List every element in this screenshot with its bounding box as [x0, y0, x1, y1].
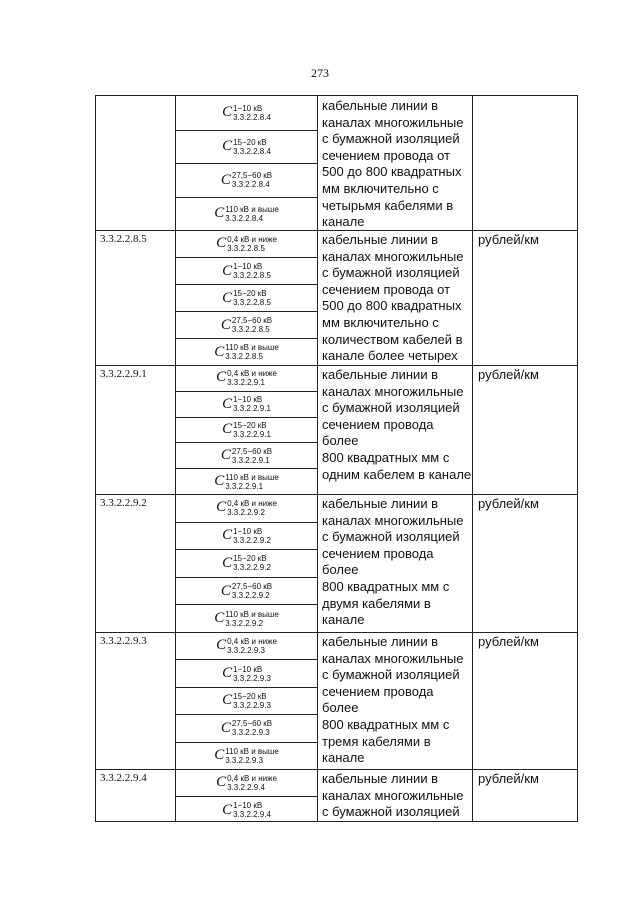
symbol-letter: C [214, 473, 225, 490]
symbol-letter: C [216, 774, 227, 790]
symbol-index [233, 104, 271, 122]
symbol-index [233, 554, 271, 572]
symbol-index [233, 692, 271, 710]
code-subscript: 3.3.2.2.9.3 [227, 645, 265, 655]
description-line: канале [322, 612, 365, 628]
code-subscript: 3.3.2.2.8.4 [233, 146, 271, 156]
tariff-symbol-cell [176, 391, 317, 417]
voltage-superscript: 1−10 кВ [233, 664, 263, 674]
tariff-symbol-cell [176, 687, 317, 714]
symbol-index [233, 395, 271, 413]
description-line: 500 до 800 квадратных [322, 164, 462, 180]
row-code: 3.3.2.2.9.2 [100, 497, 147, 509]
description-line: с бумажной изоляцией [322, 804, 460, 820]
tariff-symbol-cell [176, 604, 317, 632]
column-divider-unit [472, 96, 473, 821]
symbol-letter: C [222, 692, 233, 709]
tariff-symbol [176, 164, 317, 197]
page-number: 273 [311, 66, 329, 80]
symbol-index [227, 369, 277, 387]
description-line: сечением провода от [322, 281, 451, 297]
description-line: каналах многожильные [322, 248, 464, 264]
description-line: канале более четырех [322, 348, 458, 364]
symbol-index [232, 316, 272, 334]
symbol-letter: C [214, 343, 225, 360]
symbol-index [232, 171, 272, 189]
row-code: 3.3.2.2.9.4 [100, 772, 147, 784]
voltage-superscript: 15−20 кВ [233, 554, 267, 564]
symbol-index [225, 610, 279, 628]
voltage-superscript: 27,5−60 кВ [231, 582, 273, 592]
voltage-superscript: 1−10 кВ [233, 262, 263, 271]
symbol-index [232, 447, 272, 465]
tariff-symbol [176, 688, 317, 714]
description-line: каналах многожильные [322, 114, 464, 130]
description-line: сечением провода более [322, 545, 434, 578]
voltage-superscript: 1−10 кВ [233, 103, 263, 113]
symbol-letter: C [214, 205, 225, 222]
tariff-symbol [176, 230, 317, 257]
tariff-symbol [176, 443, 317, 468]
description-line: 800 квадратных мм с [322, 449, 450, 465]
tariff-symbol [176, 550, 317, 577]
voltage-superscript: 110 кВ и выше [225, 204, 279, 214]
symbol-letter: C [220, 582, 231, 599]
code-subscript: 3.3.2.2.9.1 [233, 429, 271, 439]
tariff-symbol-cell [176, 796, 317, 823]
tariff-symbol-cell [176, 311, 317, 338]
tariff-symbol-cell [176, 338, 317, 365]
tariff-symbol [176, 198, 317, 231]
code-subscript: 3.3.2.2.8.5 [231, 325, 270, 334]
description-line: с бумажной изоляцией [322, 529, 460, 545]
row-description [322, 771, 472, 821]
code-subscript: 3.3.2.2.9.2 [233, 563, 271, 573]
voltage-superscript: 27,5−60 кВ [231, 446, 273, 456]
symbol-index [227, 637, 277, 655]
code-subscript: 3.3.2.2.9.2 [231, 591, 270, 601]
row-unit: рублей/км [478, 367, 539, 382]
tariff-symbol-cell [176, 365, 317, 391]
description-line: кабельные линии в [322, 771, 439, 786]
row-description [322, 634, 472, 767]
voltage-superscript: 15−20 кВ [233, 289, 267, 298]
tariff-symbol [176, 494, 317, 522]
tariff-symbol-cell [176, 549, 317, 577]
voltage-superscript: 1−10 кВ [233, 395, 263, 405]
code-subscript: 3.3.2.2.9.2 [227, 507, 265, 517]
row-divider [96, 632, 577, 633]
symbol-index [227, 499, 277, 517]
voltage-superscript: 110 кВ и выше [225, 472, 279, 482]
tariff-symbol-cell [176, 197, 317, 231]
row-unit: рублей/км [478, 634, 539, 649]
symbol-letter: C [216, 369, 227, 386]
row-description [322, 98, 472, 231]
symbol-letter: C [216, 235, 227, 251]
voltage-superscript: 27,5−60 кВ [231, 316, 273, 325]
voltage-superscript: 110 кВ и выше [225, 609, 279, 619]
voltage-superscript: 15−20 кВ [233, 691, 267, 701]
tariff-symbol [176, 365, 317, 391]
description-line: 500 до 800 квадратных [322, 298, 462, 314]
description-line: мм включительно с [322, 314, 439, 330]
voltage-superscript: 0,4 кВ и ниже [227, 773, 277, 783]
description-line: кабельные линии в [322, 232, 439, 247]
tariff-symbol [176, 469, 317, 494]
voltage-superscript: 27,5−60 кВ [231, 171, 273, 181]
description-line: каналах многожильные [322, 512, 464, 528]
tariff-symbol [176, 312, 317, 338]
symbol-letter: C [222, 527, 233, 544]
symbol-letter: C [214, 610, 225, 627]
symbol-letter: C [216, 637, 227, 654]
tariff-symbol [176, 743, 317, 769]
symbol-letter: C [220, 447, 231, 464]
tariff-symbol-cell [176, 769, 317, 796]
symbol-index [225, 343, 279, 361]
row-unit: рублей/км [478, 771, 539, 786]
symbol-letter: C [222, 801, 233, 818]
tariff-symbol-cell [176, 522, 317, 550]
code-subscript: 3.3.2.2.9.4 [233, 810, 271, 819]
symbol-index [225, 205, 279, 223]
voltage-superscript: 110 кВ и выше [225, 343, 279, 352]
symbol-index [227, 235, 277, 253]
symbol-index [225, 473, 279, 491]
code-subscript: 3.3.2.2.9.1 [227, 377, 265, 387]
voltage-superscript: 1−10 кВ [233, 801, 263, 810]
tariff-symbol-cell [176, 163, 317, 197]
description-line: количеством кабелей в [322, 331, 463, 347]
tariff-symbol-cell [176, 284, 317, 311]
tariff-symbol-cell [176, 714, 317, 741]
row-code: 3.3.2.2.9.1 [100, 368, 147, 380]
tariff-symbol [176, 418, 317, 443]
code-subscript: 3.3.2.2.9.1 [231, 455, 270, 465]
symbol-index [233, 138, 271, 156]
symbol-letter: C [222, 665, 233, 682]
tariff-symbol-cell [176, 96, 317, 130]
code-subscript: 3.3.2.2.8.5 [225, 352, 264, 361]
symbol-letter: C [220, 171, 231, 188]
description-line: тремя кабелями в [322, 733, 431, 749]
tariff-symbol-cell [176, 577, 317, 605]
symbol-letter: C [222, 262, 233, 279]
row-divider [96, 494, 577, 495]
symbol-letter: C [220, 316, 231, 333]
voltage-superscript: 0,4 кВ и ниже [227, 498, 277, 508]
row-code: 3.3.2.2.9.3 [100, 635, 147, 647]
voltage-superscript: 0,4 кВ и ниже [227, 234, 277, 244]
row-description [322, 367, 472, 483]
symbol-index [233, 527, 271, 545]
code-subscript: 3.3.2.2.9.3 [225, 755, 264, 765]
tariff-symbol [176, 769, 317, 796]
symbol-letter: C [216, 499, 227, 516]
description-line: каналах многожильные [322, 383, 464, 399]
symbol-letter: C [222, 289, 233, 306]
code-subscript: 3.3.2.2.9.1 [233, 404, 271, 414]
description-line: сечением провода от [322, 147, 451, 163]
description-line: с бумажной изоляцией [322, 667, 460, 683]
tariff-symbol-cell [176, 257, 317, 284]
description-line: 800 квадратных мм с [322, 578, 450, 594]
code-subscript: 3.3.2.2.8.4 [225, 213, 264, 223]
code-subscript: 3.3.2.2.8.5 [233, 271, 271, 280]
tariff-symbol [176, 258, 317, 284]
code-subscript: 3.3.2.2.9.2 [225, 618, 264, 628]
description-line: двумя кабелями в [322, 595, 431, 611]
symbol-index [233, 421, 271, 439]
tariff-symbol-cell [176, 494, 317, 522]
description-line: четырьмя кабелями в [322, 197, 454, 213]
voltage-superscript: 15−20 кВ [233, 420, 267, 430]
tariff-symbol-cell [176, 659, 317, 686]
tariff-symbol-cell [176, 417, 317, 443]
symbol-index [227, 774, 277, 792]
description-line: одним кабелем в канале [322, 466, 472, 482]
row-description [322, 496, 472, 629]
code-subscript: 3.3.2.2.8.4 [231, 180, 270, 190]
code-subscript: 3.3.2.2.8.5 [227, 243, 265, 253]
tariff-table [95, 95, 578, 822]
code-subscript: 3.3.2.2.8.4 [233, 112, 271, 122]
description-line: сечением провода более [322, 416, 434, 449]
code-subscript: 3.3.2.2.9.3 [233, 700, 271, 710]
tariff-symbol-cell [176, 442, 317, 468]
voltage-superscript: 1−10 кВ [233, 526, 263, 536]
description-line: с бумажной изоляцией [322, 400, 460, 416]
row-divider [96, 365, 577, 366]
tariff-symbol-cell [176, 130, 317, 164]
voltage-superscript: 15−20 кВ [233, 137, 267, 147]
tariff-symbol [176, 131, 317, 164]
row-divider [96, 769, 577, 770]
row-code: 3.3.2.2.8.5 [100, 233, 147, 245]
tariff-symbol [176, 339, 317, 365]
symbol-index [225, 747, 279, 765]
code-subscript: 3.3.2.2.9.3 [231, 728, 270, 738]
tariff-symbol [176, 285, 317, 311]
tariff-symbol-cell [176, 468, 317, 494]
tariff-symbol [176, 392, 317, 417]
code-subscript: 3.3.2.2.8.5 [233, 298, 271, 307]
symbol-index [233, 262, 271, 280]
symbol-letter: C [222, 421, 233, 438]
symbol-index [233, 665, 271, 683]
symbol-index [232, 719, 272, 737]
description-line: мм включительно с [322, 180, 439, 196]
code-subscript: 3.3.2.2.9.2 [233, 535, 271, 545]
code-subscript: 3.3.2.2.9.1 [225, 481, 264, 491]
symbol-letter: C [220, 719, 231, 736]
voltage-superscript: 0,4 кВ и ниже [227, 636, 277, 646]
tariff-symbol [176, 715, 317, 741]
code-subscript: 3.3.2.2.9.4 [227, 782, 265, 792]
tariff-symbol [176, 660, 317, 686]
tariff-symbol-cell [176, 742, 317, 769]
voltage-superscript: 27,5−60 кВ [231, 719, 273, 729]
description-line: каналах многожильные [322, 787, 464, 803]
tariff-symbol [176, 523, 317, 550]
code-subscript: 3.3.2.2.9.3 [233, 673, 271, 683]
column-divider-symbol [317, 96, 318, 821]
tariff-symbol [176, 797, 317, 823]
symbol-index [233, 801, 271, 819]
row-unit: рублей/км [478, 496, 539, 511]
tariff-symbol [176, 96, 317, 130]
tariff-symbol [176, 605, 317, 632]
symbol-letter: C [222, 395, 233, 412]
symbol-index [233, 289, 271, 307]
symbol-letter: C [222, 138, 233, 155]
tariff-symbol-cell [176, 230, 317, 257]
symbol-letter: C [222, 554, 233, 571]
description-line: 800 квадратных мм с [322, 716, 450, 732]
tariff-symbol-cell [176, 632, 317, 659]
description-line: каналах многожильные [322, 650, 464, 666]
symbol-letter: C [222, 104, 233, 121]
row-description [322, 232, 472, 365]
tariff-symbol [176, 578, 317, 605]
voltage-superscript: 0,4 кВ и ниже [227, 368, 277, 378]
voltage-superscript: 110 кВ и выше [225, 746, 279, 756]
symbol-index [232, 582, 272, 600]
row-unit: рублей/км [478, 232, 539, 247]
description-line: сечением провода более [322, 683, 434, 716]
row-divider [96, 230, 577, 231]
description-line: канале [322, 750, 365, 766]
description-line: кабельные линии в [322, 367, 439, 382]
description-line: кабельные линии в [322, 496, 439, 511]
description-line: с бумажной изоляцией [322, 265, 460, 281]
description-line: кабельные линии в [322, 98, 439, 113]
description-line: канале [322, 214, 365, 230]
description-line: с бумажной изоляцией [322, 131, 460, 147]
description-line: кабельные линии в [322, 634, 439, 649]
tariff-symbol [176, 632, 317, 659]
symbol-letter: C [214, 747, 225, 764]
